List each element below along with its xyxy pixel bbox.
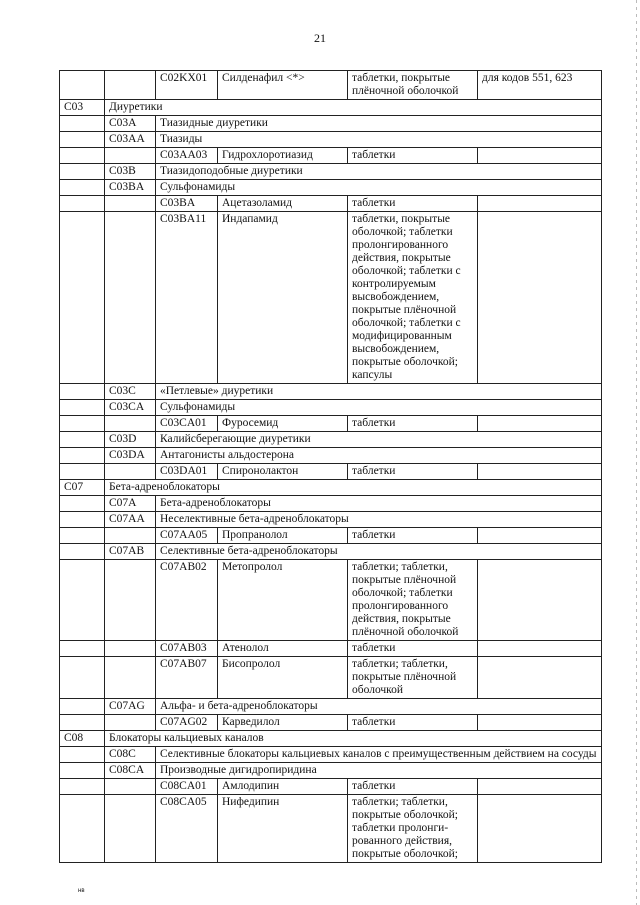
group-label-cell: Бета-адреноблокаторы bbox=[105, 480, 602, 496]
note-cell bbox=[478, 528, 602, 544]
table-row-group-3 bbox=[60, 164, 602, 180]
drug-name-cell: Бисопролол bbox=[218, 657, 348, 699]
table-row-drug bbox=[60, 795, 602, 863]
atc-code-cell: C03DA bbox=[105, 448, 156, 464]
empty-cell bbox=[60, 715, 105, 731]
group-label-cell: Блокаторы кальциевых каналов bbox=[105, 731, 602, 747]
atc-code-cell: C07AG02 bbox=[156, 715, 218, 731]
table-row-group-3 bbox=[60, 699, 602, 715]
dosage-form-cell: таблетки, покрытые оболочкой; таблетки пролонгированного действия, покрытые оболочкой; таблетки с контролируемым высвобождением, покрытые плёночной оболочкой; таблетки с модифицированным высвобождением, покрытые оболочкой; капсулы bbox=[348, 212, 478, 384]
empty-cell bbox=[60, 132, 105, 148]
empty-cell bbox=[60, 196, 105, 212]
table-row-group-2 bbox=[60, 496, 602, 512]
atc-code-cell: C08CA05 bbox=[156, 795, 218, 863]
table-row-group-3 bbox=[60, 400, 602, 416]
atc-code-cell: C08CA bbox=[105, 763, 156, 779]
note-cell bbox=[478, 196, 602, 212]
empty-cell bbox=[105, 715, 156, 731]
drug-table bbox=[59, 70, 602, 863]
atc-code-cell: C03A bbox=[105, 116, 156, 132]
empty-cell bbox=[60, 164, 105, 180]
empty-cell bbox=[60, 400, 105, 416]
group-label-cell: Тиазидные диуретики bbox=[156, 116, 602, 132]
table-row-group-1 bbox=[60, 480, 602, 496]
drug-table-body bbox=[60, 71, 602, 863]
empty-cell bbox=[105, 416, 156, 432]
drug-name-cell: Гидрохлоротиазид bbox=[218, 148, 348, 164]
table-row-drug bbox=[60, 560, 602, 641]
empty-cell bbox=[105, 641, 156, 657]
atc-code-cell: C03BA bbox=[156, 196, 218, 212]
empty-cell bbox=[60, 464, 105, 480]
drug-name-cell: Индапамид bbox=[218, 212, 348, 384]
atc-code-cell: C08CA01 bbox=[156, 779, 218, 795]
atc-code-cell: C07AG bbox=[105, 699, 156, 715]
dosage-form-cell: таблетки bbox=[348, 779, 478, 795]
empty-cell bbox=[60, 180, 105, 196]
dosage-form-cell: таблетки bbox=[348, 715, 478, 731]
drug-name-cell: Фуросемид bbox=[218, 416, 348, 432]
empty-cell bbox=[60, 384, 105, 400]
empty-cell bbox=[105, 196, 156, 212]
dosage-form-cell: таблетки bbox=[348, 641, 478, 657]
empty-cell bbox=[60, 496, 105, 512]
atc-code-cell: C03BA11 bbox=[156, 212, 218, 384]
dosage-form-cell: таблетки bbox=[348, 416, 478, 432]
empty-cell bbox=[60, 432, 105, 448]
atc-code-cell: C03CA bbox=[105, 400, 156, 416]
empty-cell bbox=[60, 512, 105, 528]
drug-name-cell: Карведилол bbox=[218, 715, 348, 731]
drug-name-cell: Нифедипин bbox=[218, 795, 348, 863]
empty-cell bbox=[105, 464, 156, 480]
drug-name-cell: Атенолол bbox=[218, 641, 348, 657]
note-cell bbox=[478, 657, 602, 699]
atc-code-cell: C07AA05 bbox=[156, 528, 218, 544]
atc-code-cell: C07AA bbox=[105, 512, 156, 528]
group-label-cell: Сульфонамиды bbox=[156, 400, 602, 416]
dosage-form-cell: таблетки; таблетки, покрытые плёночной оболочкой; таблетки пролонгированного действия, покрытые плёночной оболочкой bbox=[348, 560, 478, 641]
empty-cell bbox=[60, 779, 105, 795]
empty-cell bbox=[60, 448, 105, 464]
atc-code-cell: C08 bbox=[60, 731, 105, 747]
table-row-group-3 bbox=[60, 512, 602, 528]
group-label-cell: Тиазидоподобные диуретики bbox=[156, 164, 602, 180]
table-row-group-3 bbox=[60, 132, 602, 148]
empty-cell bbox=[105, 560, 156, 641]
empty-cell bbox=[60, 763, 105, 779]
table-row-drug bbox=[60, 779, 602, 795]
empty-cell bbox=[60, 560, 105, 641]
atc-code-cell: C07 bbox=[60, 480, 105, 496]
empty-cell bbox=[60, 416, 105, 432]
atc-code-cell: C03AA bbox=[105, 132, 156, 148]
drug-name-cell: Ацетазоламид bbox=[218, 196, 348, 212]
empty-cell bbox=[105, 528, 156, 544]
note-cell bbox=[478, 641, 602, 657]
atc-code-cell: C03AA03 bbox=[156, 148, 218, 164]
drug-name-cell: Пропранолол bbox=[218, 528, 348, 544]
table-row-drug bbox=[60, 416, 602, 432]
note-cell bbox=[478, 416, 602, 432]
group-label-cell: Бета-адреноблокаторы bbox=[156, 496, 602, 512]
table-row-drug bbox=[60, 657, 602, 699]
atc-code-cell: C07AB07 bbox=[156, 657, 218, 699]
note-cell bbox=[478, 560, 602, 641]
empty-cell bbox=[60, 71, 105, 100]
dosage-form-cell: таблетки bbox=[348, 464, 478, 480]
table-row-group-3 bbox=[60, 180, 602, 196]
note-cell bbox=[478, 148, 602, 164]
table-row-drug bbox=[60, 212, 602, 384]
table-row-group-1 bbox=[60, 100, 602, 116]
empty-cell bbox=[105, 212, 156, 384]
drug-name-cell: Силденафил <*> bbox=[218, 71, 348, 100]
drug-name-cell: Метопролол bbox=[218, 560, 348, 641]
group-label-cell: Селективные блокаторы кальциевых каналов с преимущественным действием на сосуды bbox=[156, 747, 602, 763]
dosage-form-cell: таблетки bbox=[348, 528, 478, 544]
note-cell bbox=[478, 779, 602, 795]
dosage-form-cell: таблетки; таблетки, покрытые плёночной оболочкой bbox=[348, 657, 478, 699]
table-row-group-2 bbox=[60, 116, 602, 132]
atc-code-cell: C02KX01 bbox=[156, 71, 218, 100]
note-cell bbox=[478, 715, 602, 731]
table-row-drug bbox=[60, 196, 602, 212]
atc-code-cell: C03D bbox=[105, 432, 156, 448]
empty-cell bbox=[60, 212, 105, 384]
dosage-form-cell: таблетки bbox=[348, 148, 478, 164]
table-row-drug bbox=[60, 71, 602, 100]
table-row-drug bbox=[60, 528, 602, 544]
atc-code-cell: C03DA01 bbox=[156, 464, 218, 480]
table-row-group-3 bbox=[60, 432, 602, 448]
group-label-cell: Производные дигидропиридина bbox=[156, 763, 602, 779]
atc-code-cell: C07AB02 bbox=[156, 560, 218, 641]
empty-cell bbox=[60, 657, 105, 699]
table-row-group-3 bbox=[60, 763, 602, 779]
drug-name-cell: Спиронолактон bbox=[218, 464, 348, 480]
atc-code-cell: C07AB03 bbox=[156, 641, 218, 657]
group-label-cell: «Петлевые» диуретики bbox=[156, 384, 602, 400]
atc-code-cell: C03BA bbox=[105, 180, 156, 196]
group-label-cell: Селективные бета-адреноблокаторы bbox=[156, 544, 602, 560]
table-row-group-1 bbox=[60, 731, 602, 747]
empty-cell bbox=[60, 795, 105, 863]
table-row-drug bbox=[60, 464, 602, 480]
page-edge-divider bbox=[636, 0, 637, 905]
group-label-cell: Антагонисты альдостерона bbox=[156, 448, 602, 464]
footer-mark: нв bbox=[78, 888, 85, 894]
table-row-drug bbox=[60, 148, 602, 164]
empty-cell bbox=[60, 528, 105, 544]
note-cell bbox=[478, 795, 602, 863]
table-row-drug bbox=[60, 641, 602, 657]
drug-name-cell: Амлодипин bbox=[218, 779, 348, 795]
empty-cell bbox=[105, 71, 156, 100]
table-row-drug bbox=[60, 715, 602, 731]
empty-cell bbox=[105, 779, 156, 795]
empty-cell bbox=[60, 641, 105, 657]
dosage-form-cell: таблетки bbox=[348, 196, 478, 212]
atc-code-cell: C03CA01 bbox=[156, 416, 218, 432]
note-cell: для кодов 551, 623 bbox=[478, 71, 602, 100]
table-row-group-2 bbox=[60, 747, 602, 763]
empty-cell bbox=[60, 148, 105, 164]
empty-cell bbox=[105, 657, 156, 699]
atc-code-cell: C03C bbox=[105, 384, 156, 400]
group-label-cell: Диуретики bbox=[105, 100, 602, 116]
empty-cell bbox=[60, 747, 105, 763]
group-label-cell: Калийсберегающие диуретики bbox=[156, 432, 602, 448]
atc-code-cell: C07AB bbox=[105, 544, 156, 560]
empty-cell bbox=[60, 699, 105, 715]
group-label-cell: Сульфонамиды bbox=[156, 180, 602, 196]
table-row-group-3 bbox=[60, 448, 602, 464]
note-cell bbox=[478, 212, 602, 384]
table-row-group-3 bbox=[60, 384, 602, 400]
atc-code-cell: C08C bbox=[105, 747, 156, 763]
group-label-cell: Тиазиды bbox=[156, 132, 602, 148]
atc-code-cell: C03 bbox=[60, 100, 105, 116]
group-label-cell: Неселективные бета-адреноблокаторы bbox=[156, 512, 602, 528]
atc-code-cell: C03B bbox=[105, 164, 156, 180]
empty-cell bbox=[105, 148, 156, 164]
empty-cell bbox=[60, 544, 105, 560]
dosage-form-cell: таблетки, покрытые плёночной оболочкой bbox=[348, 71, 478, 100]
page-number: 21 bbox=[314, 31, 326, 45]
note-cell bbox=[478, 464, 602, 480]
atc-code-cell: C07A bbox=[105, 496, 156, 512]
dosage-form-cell: таблетки; таблетки, покрытые оболочкой; таблетки пролонги-рованного действия, покрытые оболочкой; bbox=[348, 795, 478, 863]
empty-cell bbox=[60, 116, 105, 132]
empty-cell bbox=[105, 795, 156, 863]
group-label-cell: Альфа- и бета-адреноблокаторы bbox=[156, 699, 602, 715]
table-row-group-3 bbox=[60, 544, 602, 560]
